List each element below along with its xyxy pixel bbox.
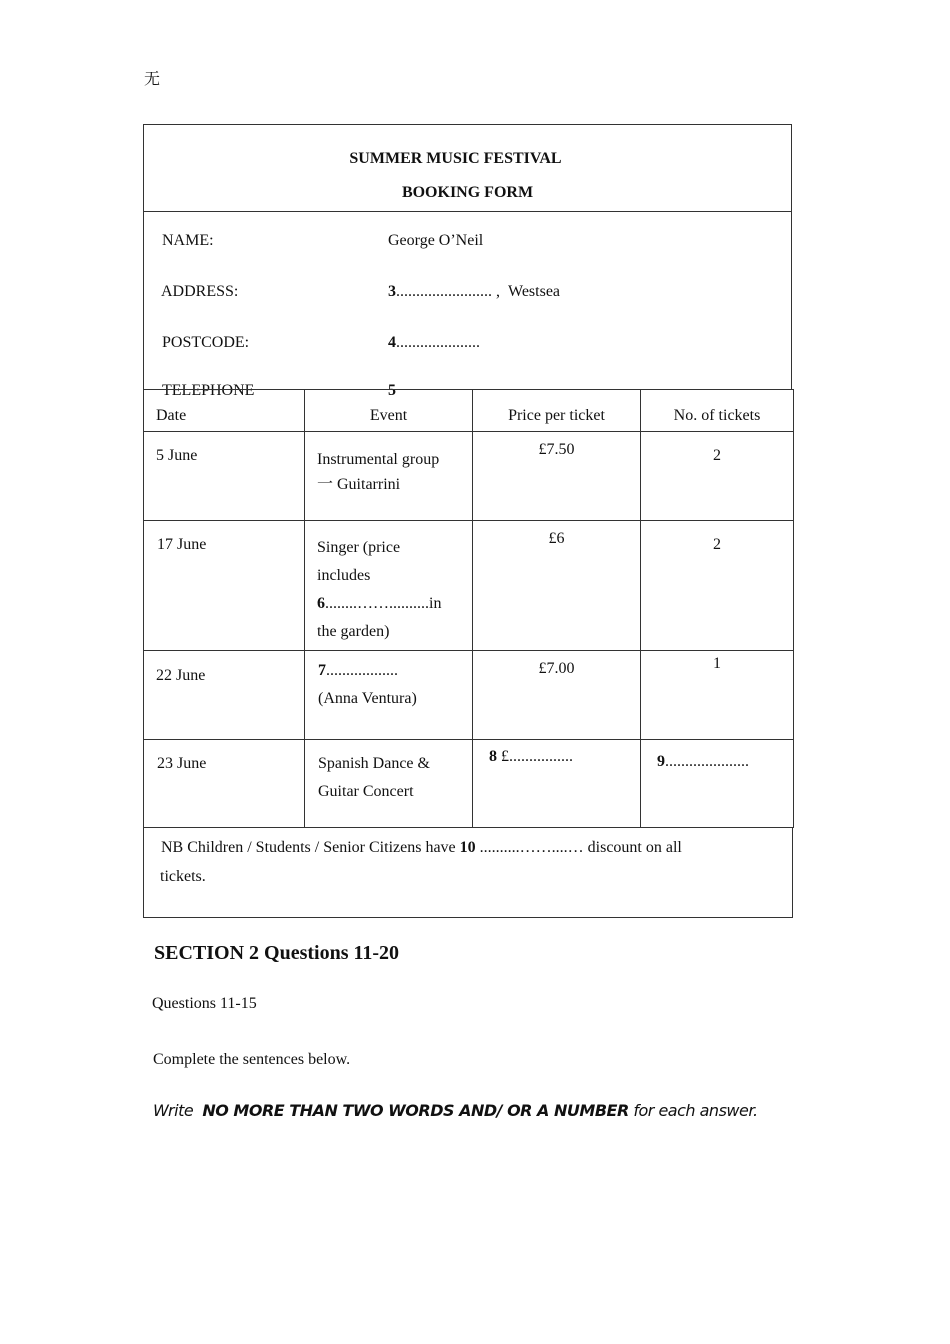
event-cell [305, 651, 473, 740]
table-row [144, 651, 794, 740]
postcode-value [388, 334, 480, 352]
event-cell [305, 432, 473, 521]
form-fields [143, 212, 792, 399]
date-cell: 22 June [144, 651, 305, 740]
name-label: NAME: [162, 232, 214, 249]
telephone-label: TELEPHONE [162, 382, 255, 399]
question-5-number: 5 [388, 382, 396, 399]
table-row [144, 521, 794, 651]
date-cell: 17 June [144, 521, 305, 651]
event-line [317, 590, 472, 618]
corner-mark: 无 [144, 71, 161, 88]
table-row [144, 740, 794, 828]
event-cell [305, 521, 473, 651]
event-line: the garden) [317, 623, 390, 640]
price-cell: £6 [473, 521, 641, 651]
tickets-cell: 2 [641, 432, 794, 521]
event-header: Event [305, 390, 473, 432]
price-blank: £................ [501, 748, 573, 765]
postcode-blank: ..................... [396, 334, 480, 351]
question-3-number: 3 [388, 283, 396, 300]
address-value [388, 283, 560, 301]
section-title: SECTION 2 Questions 11-20 [154, 942, 400, 964]
question-7-number: 7 [318, 662, 326, 679]
postcode-label: POSTCODE: [162, 334, 250, 351]
form-title: SUMMER MUSIC FESTIVAL [349, 150, 562, 167]
date-cell: 23 June [144, 740, 305, 828]
discount-note [143, 828, 793, 918]
form-header [143, 124, 792, 212]
note-line-1 [161, 839, 682, 857]
note-blank: ..........……....… [479, 839, 584, 856]
word-limit: NO MORE THAN TWO WORDS AND/ OR A NUMBER [202, 1101, 629, 1120]
events-table [143, 389, 794, 828]
table-row [144, 432, 794, 521]
price-cell: £7.00 [473, 651, 641, 740]
word-limit-instruction [153, 1101, 758, 1120]
event-blank: .................. [326, 662, 398, 679]
event-line: Guitar Concert [318, 783, 414, 800]
event-line: Spanish Dance & [318, 755, 430, 772]
question-9-number: 9 [657, 753, 665, 770]
event-line: 一 Guitarrini [317, 476, 401, 493]
tickets-header: No. of tickets [641, 390, 794, 432]
form-subtitle: BOOKING FORM [401, 184, 534, 201]
table-header-row [144, 390, 794, 432]
event-cell [305, 740, 473, 828]
event-line: Instrumental group [317, 451, 440, 468]
date-header: Date [144, 390, 305, 432]
tickets-cell: 1 [641, 651, 794, 740]
event-line: (Anna Ventura) [318, 690, 417, 707]
address-town: Westsea [508, 283, 561, 300]
price-cell: £7.50 [473, 432, 641, 521]
note-suffix: discount on all [587, 839, 682, 856]
address-blank: ........................ , [396, 283, 500, 300]
note-prefix: NB Children / Students / Senior Citizens have [161, 839, 456, 856]
address-label: ADDRESS: [161, 283, 239, 300]
price-header: Price per ticket [473, 390, 641, 432]
price-cell [473, 740, 641, 828]
instruction: Complete the sentences below. [153, 1051, 351, 1068]
event-line: Singer (price [317, 539, 401, 556]
name-value: George O’Neil [388, 232, 484, 249]
question-4-number: 4 [388, 334, 396, 351]
tickets-blank: ..................... [665, 753, 749, 770]
write-suffix: for each answer. [633, 1101, 758, 1120]
question-range: Questions 11-15 [152, 995, 257, 1012]
question-10-number: 10 [459, 839, 476, 856]
event-line [318, 657, 472, 685]
question-6-number: 6 [317, 595, 325, 612]
note-line-2: tickets. [160, 868, 206, 885]
question-8-number: 8 [489, 748, 497, 765]
tickets-cell: 2 [641, 521, 794, 651]
write-prefix: Write [153, 1101, 194, 1120]
event-blank: ........……..........in [325, 595, 442, 612]
event-line: includes [317, 567, 371, 584]
tickets-cell [641, 740, 794, 828]
date-cell: 5 June [144, 432, 305, 521]
